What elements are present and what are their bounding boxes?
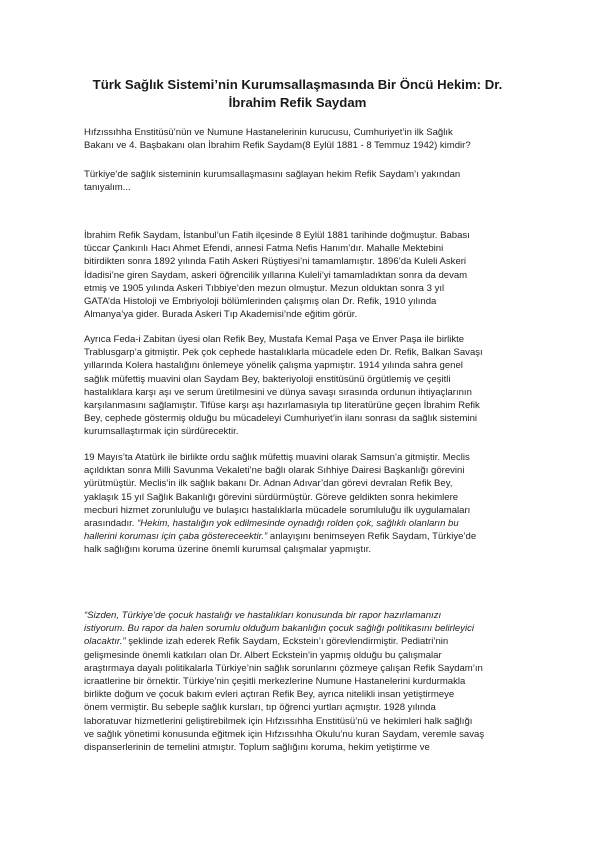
text-line: İbrahim Refik Saydam, İstanbul’un Fatih ilçesinde 8 Eylül 1881 tarihinde doğmuştur. Babası (84, 230, 470, 241)
quote-text: “Sizden, Türkiye’de çocuk hastalığı ve hastalıkları konusunda bir rapor hazırlamanızı (84, 610, 442, 621)
text-line (84, 530, 524, 543)
text-segment: 19 Mayıs’ta Atatürk ile birlikte ordu sağlık müfettiş muavini olarak Samsun’a gitmiştir. Meclis (84, 452, 470, 463)
text-line: karşılanmasını sağlamıştır. Tifüse karşı aşı hazırlamasıyla tıp literatürüne geçen İbrahim Refik (84, 400, 480, 412)
biography-paragraph-1 (84, 229, 524, 321)
document-title (60, 76, 535, 112)
text-line (84, 701, 524, 714)
text-line (84, 675, 524, 688)
text-line (84, 504, 524, 517)
text-line (84, 649, 524, 662)
text-line: tanıyalım... (84, 182, 131, 194)
text-line (84, 543, 524, 556)
text-segment: önem vermiştir. Bu sebeple sağlık kursları, tıp öğrenci yurtları açmıştır. 1928 yılında (84, 702, 436, 714)
text-line (84, 491, 524, 504)
text-line: etmiş ve 1905 yılında Askeri Tıbbiye’den mezun olmuştur. Mezun olduktan sonra 3 yıl (84, 282, 445, 294)
quote-text: hallerini koruması için çaba göstereceektir.” (84, 531, 268, 543)
text-segment: anlayışını benimseyen Refik Saydam, Türkiye’de (267, 531, 477, 543)
text-line: Bey, cephede göstermiş olduğu bu mücadeleyi Cumhuriyet’in ilanı sonrası da sağlık sistemini (84, 413, 478, 425)
text-line: Türkiye’de sağlık sisteminin kurumsallaşmasını sağlayan hekim Refik Saydam’ı yakından (84, 169, 461, 180)
quote-text: “Hekim, hastalığın yok edilmesinde oynadığı rolden çok, sağlıklı olanların bu (137, 518, 459, 530)
title-line-1: Türk Sağlık Sistemi’nin Kurumsallaşmasında Bir Öncü Hekim: Dr. (92, 77, 503, 92)
quote-text: olacaktır.” (84, 636, 126, 648)
text-segment: ve sağlık yönetimi konusunda eğitmek için Hıfzıssıhha Okulu’nu kuran Saydam, veremle savaş (84, 728, 485, 740)
text-line: Trablusgarp’a gitmiştir. Pek çok cephede hastalıklarla mücadele eden Dr. Refik, Balkan Savaşı (84, 347, 483, 359)
text-line (84, 728, 524, 741)
text-segment: arasındadır. (84, 518, 138, 530)
text-segment: yürütmüştür. Meclis’in ilk sağlık bakanı Dr. Adnan Adıvar’dan görevi devralan Refik Bey, (84, 478, 453, 490)
text-segment: gelişmesinde önemli katkıları olan Dr. Albert Eckstein’in yapmış olduğu bu çalışmalar (84, 649, 442, 661)
text-line (84, 662, 524, 675)
text-segment: mecburi hizmet zorunluluğu ve bulaşıcı hastalıklarla mücadele sorumluluğu ilk uygulamaları (84, 504, 471, 516)
text-line: yıllarında Kolera hastalığını önlemeye yönelik çalışma yapmıştır. 1914 yılında sahra genel (84, 360, 463, 372)
text-line (84, 622, 524, 635)
text-line: GATA’da Histoloji ve Embriyoloji bölümlerinden çalışmış olan Dr. Refik, 1910 yılında (84, 296, 437, 308)
text-line: bitirdikten sonra 1892 yılında Fatih Askeri Rüştiyesi’ni tamamlamıştır. 1896’da Kuleli Askeri (84, 256, 467, 268)
text-line (84, 609, 524, 622)
text-line (84, 635, 524, 648)
biography-paragraph-4 (84, 609, 524, 754)
text-segment: şeklinde izah ederek Refik Saydam, Eckstein’ı görevlendirmiştir. Pediatri’nin (125, 636, 449, 648)
biography-paragraph-3 (84, 451, 524, 557)
text-line: Hıfzıssıhha Enstitüsü’nün ve Numune Hastanelerinin kurucusu, Cumhuriyet’in ilk Sağlık (84, 127, 453, 138)
text-line: sağlık müfettiş muavini olan Saydam Bey, bakteriyoloji enstitüsünü örgütlemiş ve çeşitli (84, 373, 451, 385)
text-segment: laboratuvar hizmetlerini geliştirebilmek için Hıfzıssıhha Enstitüsü’nü ve hekimleri halk sağlığı (84, 715, 473, 727)
text-line: Almanya’ya gider. Burada Askeri Tıp Akademisi’nde eğitim görür. (84, 309, 358, 321)
text-line (84, 688, 524, 701)
text-segment: halk sağlığını koruma üzerine önemli kurumsal çalışmalar yapmıştır. (84, 544, 372, 556)
biography-paragraph-2 (84, 333, 524, 439)
text-segment: araştırmaya dayalı politikalarla Türkiye’nin sağlık sorunlarını çözmeye çalışan Refik Saydam’ın (84, 662, 483, 674)
text-segment: birlikte doğum ve çocuk bakım evleri açtıran Refik Bey, ayrıca nitelikli insan yetiştirmeye (84, 689, 455, 701)
title-line-2: İbrahim Refik Saydam (228, 95, 367, 110)
text-line (84, 477, 524, 490)
text-line (84, 741, 524, 754)
text-line: Bakanı ve 4. Başbakanı olan İbrahim Refik Saydam(8 Eylül 1881 - 8 Temmuz 1942) kimdir? (84, 140, 471, 152)
intro-paragraph (84, 126, 524, 152)
quote-text: istiyorum. Bu rapor da halen sorumlu olduğum bakanlığın çocuk sağlığı politikasını belirleyici (84, 623, 475, 635)
text-line (84, 517, 524, 530)
text-segment: dispanserlerinin de temelini atmıştır. Toplum sağlığını koruma, hekim yetiştirme ve (84, 742, 430, 754)
text-line: tüccar Çankırılı Hacı Ahmet Efendi, annesi Fatma Nefis Hanım’dır. Mahalle Mektebini (84, 243, 444, 255)
text-line: kurumsallaştırmak için sürdürecektir. (84, 426, 239, 438)
text-segment: açıldıktan sonra Milli Savunma Vekaleti’ne bağlı olarak Sıhhiye Dairesi Başkanlığı görevini (84, 465, 465, 477)
text-line: hastalıklara karşı aşı ve serum üretilmesini ve dünya savaşı sırasında ordunun ihtiyaçlarının (84, 386, 472, 398)
text-line (84, 464, 524, 477)
text-line: İdadisi’ne giren Saydam, askeri öğrencilik yıllarına Kuleli’yi tamamladıktan sonra da devam (84, 269, 468, 281)
text-line: Ayrıca Feda-i Zabitan üyesi olan Refik Bey, Mustafa Kemal Paşa ve Enver Paşa ile birlikte (84, 334, 465, 345)
text-line (84, 715, 524, 728)
text-segment: yaklaşık 15 yıl Sağlık Bakanlığı görevini sürdürmüştür. Göreve geldikten sonra hekimlere (84, 491, 459, 503)
lead-paragraph (84, 168, 524, 194)
text-line (84, 451, 524, 464)
text-segment: icraatlerine bir örnektir. Türkiye’nin çeşitli merkezlerine Numune Hastanelerini kurdurmakla (84, 676, 466, 688)
